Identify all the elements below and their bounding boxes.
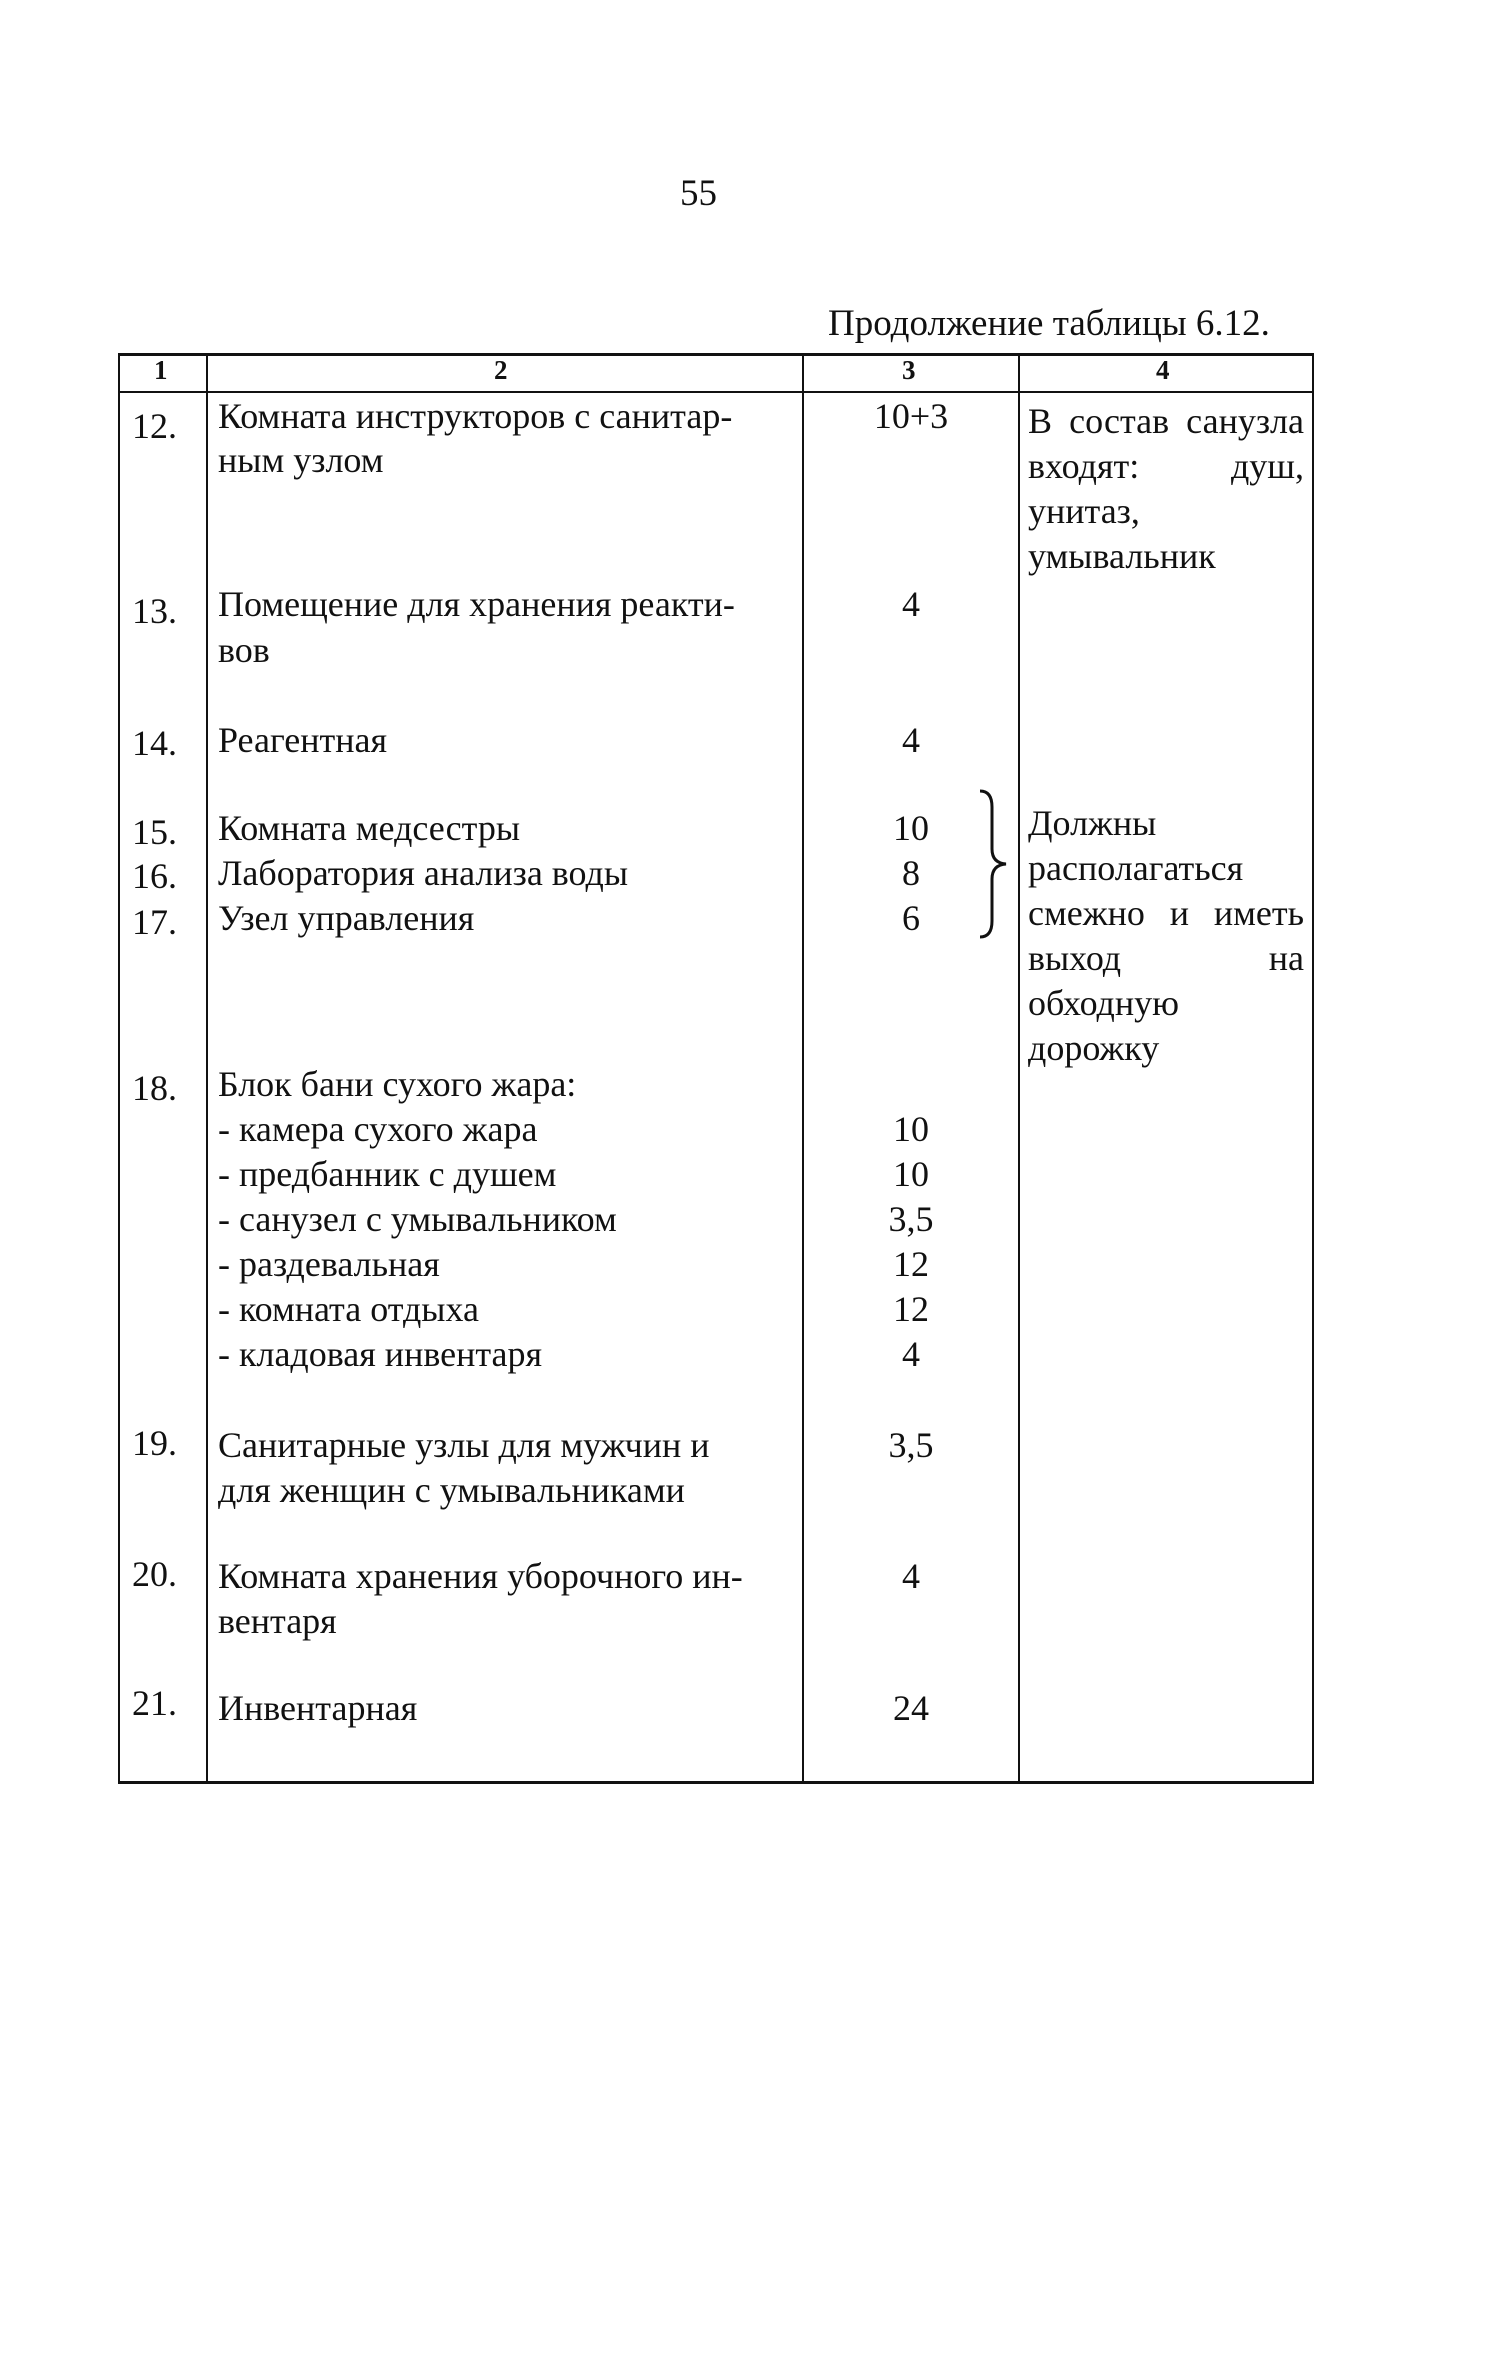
sub-item-value: 12 <box>893 1289 929 1329</box>
table-left-border <box>118 353 120 1783</box>
row-note: В состав санузла входят: душ, унитаз, умывальник <box>1028 401 1304 576</box>
header-col-3: 3 <box>902 355 916 385</box>
row-number: 18. <box>132 1068 177 1108</box>
sub-item-value: 3,5 <box>888 1199 934 1239</box>
row-value: 10 <box>893 808 929 848</box>
header-col-2: 2 <box>494 355 508 385</box>
row-number: 21. <box>132 1683 177 1723</box>
sub-item-name: - предбанник с душем <box>218 1154 557 1194</box>
table <box>118 353 1314 1783</box>
row-number: 16. <box>132 856 177 896</box>
row-name: вов <box>218 630 270 670</box>
row-value: 8 <box>902 853 920 893</box>
header-col-4: 4 <box>1156 355 1170 385</box>
row-name: для женщин с умывальниками <box>218 1470 685 1510</box>
column-divider-3 <box>1018 353 1020 1783</box>
sub-item-value: 10 <box>893 1109 929 1149</box>
row-value: 6 <box>902 898 920 938</box>
row-name: вентаря <box>218 1601 337 1641</box>
row-value: 4 <box>902 584 920 624</box>
row-number: 20. <box>132 1554 177 1594</box>
sub-item-name: - комната отдыха <box>218 1289 479 1329</box>
sub-item-value: 4 <box>902 1334 920 1374</box>
row-name: Инвентарная <box>218 1688 418 1728</box>
group-note: Должны располагаться смежно и иметь выход на обходную дорожку <box>1028 803 1304 1068</box>
sub-item-name: - раздевальная <box>218 1244 440 1284</box>
sub-item-name: - санузел с умывальником <box>218 1199 617 1239</box>
table-top-border <box>118 353 1314 356</box>
row-name: Санитарные узлы для мужчин и <box>218 1425 710 1465</box>
column-divider-1 <box>206 353 208 1783</box>
row-number: 17. <box>132 902 177 942</box>
row-value: 4 <box>902 720 920 760</box>
sub-item-value: 10 <box>893 1154 929 1194</box>
table-caption: Продолжение таблицы 6.12. <box>828 303 1270 344</box>
row-name: Реагентная <box>218 720 388 760</box>
row-name: Комната медсестры <box>218 808 521 848</box>
row-value: 10+3 <box>873 396 949 436</box>
row-number: 13. <box>132 591 177 631</box>
column-divider-2 <box>802 353 804 1783</box>
page-number: 55 <box>680 173 717 214</box>
row-value: 4 <box>902 1556 920 1596</box>
sub-item-value: 12 <box>893 1244 929 1284</box>
sub-item-name: - камера сухого жара <box>218 1109 538 1149</box>
row-name: Узел управления <box>218 898 475 938</box>
row-name: ным узлом <box>218 440 384 480</box>
header-col-1: 1 <box>154 355 168 385</box>
table-bottom-border <box>118 1781 1314 1784</box>
row-value: 3,5 <box>888 1425 934 1465</box>
row-value: 24 <box>893 1688 929 1728</box>
row-number: 19. <box>132 1423 177 1463</box>
row-number: 14. <box>132 723 177 763</box>
row-name: Комната инструкторов с санитар- <box>218 396 733 436</box>
row-number: 12. <box>132 406 177 446</box>
table-right-border <box>1312 353 1314 1783</box>
header-divider <box>118 391 1314 393</box>
right-brace-icon <box>976 789 1016 939</box>
row-name: Лаборатория анализа воды <box>218 853 629 893</box>
row-name: Комната хранения уборочного ин- <box>218 1556 743 1596</box>
sub-item-name: - кладовая инвентаря <box>218 1334 543 1374</box>
row-number: 15. <box>132 812 177 852</box>
row-name: Блок бани сухого жара: <box>218 1064 577 1104</box>
row-name: Помещение для хранения реакти- <box>218 584 735 624</box>
